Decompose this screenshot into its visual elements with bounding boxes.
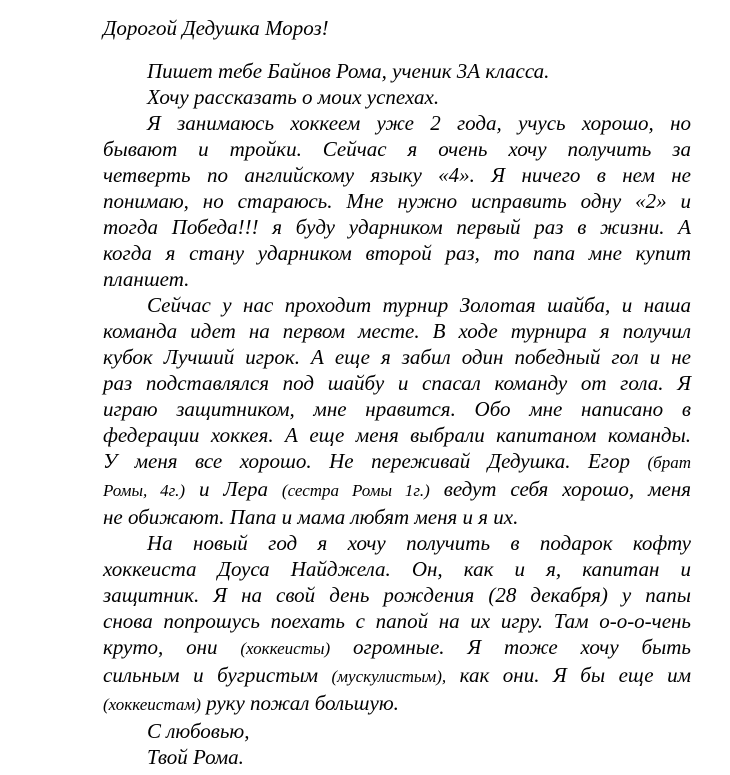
- letter-line: [103, 690, 691, 718]
- text-segment: когда я стану ударником второй раз, то папа мне купит: [103, 241, 691, 265]
- parenthetical-note: (хоккеистам): [103, 695, 201, 714]
- parenthetical-note: Ромы, 4г.): [103, 481, 186, 500]
- text-segment: как они. Я бы еще им: [446, 663, 691, 687]
- letter-line: [103, 162, 691, 188]
- letter-line: [103, 422, 691, 448]
- letter-line: [103, 266, 691, 292]
- letter-line: [103, 188, 691, 214]
- text-segment: руку пожал большую.: [200, 691, 399, 715]
- text-segment: и Лера: [185, 477, 282, 501]
- letter-line: [103, 396, 691, 422]
- text-segment: тогда Победа!!! я буду ударником первый раз в жизни. А: [103, 215, 691, 239]
- text-segment: понимаю, но стараюсь. Мне нужно исправить одну «2» и: [103, 189, 691, 213]
- text-segment: раз подставлялся под шайбу и спасал команду от гола. Я: [103, 371, 691, 395]
- letter-line: [103, 582, 691, 608]
- letter-line: [103, 84, 691, 110]
- text-segment: кубок Лучший игрок. А еще я забил один победный гол и не: [103, 345, 691, 369]
- text-segment: У меня все хорошо. Не переживай Дедушка. Егор: [103, 449, 648, 473]
- text-segment: огромные. Я тоже хочу быть: [330, 635, 691, 659]
- letter-line: [103, 504, 691, 530]
- letter-line: [103, 318, 691, 344]
- text-segment: команда идет на первом месте. В ходе турнира я получил: [103, 319, 691, 343]
- text-segment: играю защитником, мне нравится. Обо мне написано в: [103, 397, 691, 421]
- text-segment: Твой Рома.: [147, 745, 244, 769]
- letter-line: [103, 608, 691, 634]
- text-segment: Я занимаюсь хоккеем уже 2 года, учусь хорошо, но: [147, 111, 691, 135]
- text-segment: ведут себя хорошо, меня: [429, 477, 692, 501]
- parenthetical-note: (мускулистым),: [331, 667, 447, 686]
- letter-line: [103, 718, 691, 744]
- text-segment: Пишет тебе Байнов Рома, ученик 3А класса.: [147, 59, 550, 83]
- text-segment: бывают и тройки. Сейчас я очень хочу получить за: [103, 137, 691, 161]
- letter-line: [103, 370, 691, 396]
- letter-line: [103, 240, 691, 266]
- letter-line: [103, 448, 691, 476]
- letter-line: [103, 662, 691, 690]
- text-segment: не обижают. Папа и мама любят меня и я их.: [103, 505, 519, 529]
- text-segment: снова попрошусь поехать с папой на их игру. Там о-о-о-чень: [103, 609, 691, 633]
- letter-salutation: Дорогой Дедушка Мороз!: [103, 16, 329, 40]
- text-segment: федерации хоккея. А еще меня выбрали капитаном команды.: [103, 423, 691, 447]
- letter-line: [103, 634, 691, 662]
- letter-line: [103, 530, 691, 556]
- text-segment: круто, они: [103, 635, 241, 659]
- letter-line: [103, 344, 691, 370]
- letter-line: [103, 110, 691, 136]
- text-segment: Сейчас у нас проходит турнир Золотая шайба, и наша: [147, 293, 691, 317]
- text-segment: планшет.: [103, 267, 190, 291]
- letter-line: [103, 292, 691, 318]
- text-segment: Хочу рассказать о моих успехах.: [147, 85, 440, 109]
- letter-line: [103, 136, 691, 162]
- text-segment: хоккеиста Доуса Найджела. Он, как и я, капитан и: [103, 557, 691, 581]
- text-segment: На новый год я хочу получить в подарок кофту: [147, 531, 691, 555]
- parenthetical-note: (брат: [647, 453, 691, 472]
- letter-line: [103, 556, 691, 582]
- letter-line: [103, 214, 691, 240]
- text-segment: сильным и бугристым: [103, 663, 332, 687]
- text-segment: защитник. Я на свой день рождения (28 декабря) у папы: [103, 583, 691, 607]
- letter-body: [103, 58, 691, 770]
- parenthetical-note: (хоккеисты): [240, 639, 331, 658]
- letter-line: [103, 476, 691, 504]
- parenthetical-note: (сестра Ромы 1г.): [281, 481, 430, 500]
- text-segment: четверть по английскому языку «4». Я ничего в нем не: [103, 163, 691, 187]
- letter-line: [103, 58, 691, 84]
- letter-line: [103, 744, 691, 770]
- text-segment: С любовью,: [147, 719, 250, 743]
